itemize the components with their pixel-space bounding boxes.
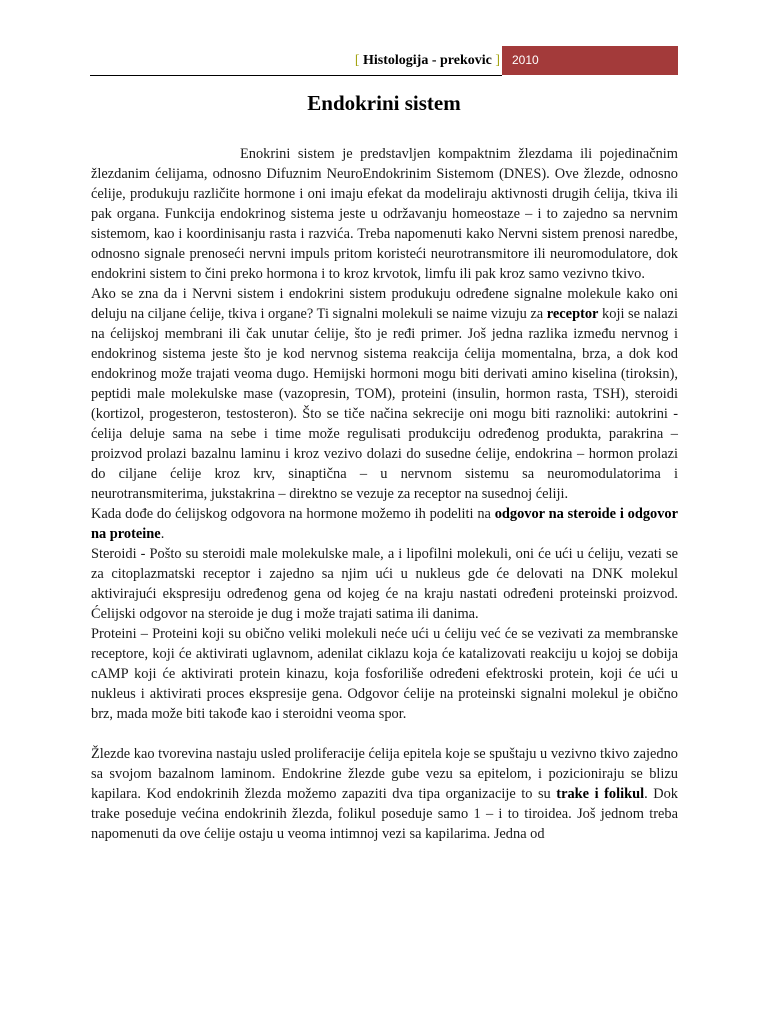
paragraph-receptor-text-b: koji se nalazi na ćelijskoj membrani ili čak unutar ćelije, što je ređi primer. Još jedna razlika između nervnog i endokrinog sistema jeste što je kod nervnog sistema reakcija ćelija momentalna, brza, a dok kod endokrinog može trajati veoma dugo. Hemijski hormoni mogu biti derivati amino kiselina (tiroksin), peptidi male molekulske mase (vazopresin, TOM), proteini (insulin, hormon rasta, TSH), steroidi (kortizol, progesteron, testosteron). Što se tiče načina sekrecije oni mogu biti raznoliki: autokrini - ćelija deluje sama na sebe i time može regulisati produkciju određenog produkta, parakrina – proizvod prolazi bazalnu laminu i kroz vezivo dolazi do susedne ćelije, endokrina – hormon prolazi do ciljane ćelije kroz krv, sinaptična – u nervnom sistemu sa neuromodulatorima i neurotransmiterima, jukstakrina – direktno se vezuje za receptor na susednoj ćeliji. <box>91 306 678 502</box>
document-title: Endokrini sistem <box>307 91 461 115</box>
bracket-open: [ <box>354 53 360 68</box>
header-title-text: Histologija - prekovic <box>362 53 492 68</box>
receptor-term: receptor <box>546 306 599 322</box>
paragraph-steroids: Steroidi - Pošto su steroidi male molekulske male, a i lipofilni molekuli, oni će ući u ćeliju, vezati se za citoplazmatski receptor i zajedno sa njim ući u nukleus gde će delovati na DNK molekul aktivirajući ekspresiju određenog gena od kojeg će na kraju nastati određeni proteinski proizvod. Ćelijski odgovor na steroide je dug i može trajati satima ili danima. <box>91 546 678 622</box>
paragraph-glands <box>91 744 678 844</box>
paragraph-glands-text-a: Žlezde kao tvorevina nastaju usled proliferacije ćelija epitela koje se spuštaju u vezivno tkivo zajedno sa svojom bazalnom laminom. Endokrine žlezde gube vezu sa epitelom, i pozicioniraju se blizu kapilara. Kod endokrinih žlezda možemo zapaziti dva tipa organizacije to su <box>91 746 678 802</box>
page-header <box>90 46 678 75</box>
paragraph-glands-text-b: . Dok trake poseduje većina endokrinih žlezda, folikul poseduje samo 1 – i to tiroidea. Još jednom treba napomenuti da ove ćelije ostaju u veoma intimnoj vezi sa kapilarima. Jedna od <box>91 786 678 842</box>
paragraph-response <box>91 504 678 544</box>
document-body <box>91 144 678 844</box>
paragraph-proteins: Proteini – Proteini koji su obično veliki molekuli neće ući u ćeliju već će se vezivati za membranske receptore, koji će aktivirati uglavnom, adenilat ciklazu koja će katalizovati reakciju u kojoj se dobija cAMP koji će aktivirati protein kinazu, koja fosforiliše određeni efektroski protein, koji će ući u nukleus i aktivirati proces ekspresije gena. Odgovor ćelije na proteinski signalni molekul je obično brz, mada može biti takođe kao i steroidni veoma spor. <box>91 626 678 722</box>
glands-term: trake i folikul <box>556 786 645 802</box>
paragraph-response-text-b: . <box>160 526 165 542</box>
year-badge: 2010 <box>502 46 678 75</box>
response-types-term: odgovor na steroide i odgovor na proteine <box>91 506 679 542</box>
header-title <box>355 53 500 69</box>
paragraph-receptor <box>91 284 678 504</box>
paragraph-response-text-a: Kada dođe do ćelijskog odgovora na hormone možemo ih podeliti na <box>91 506 495 522</box>
bracket-close: ] <box>495 53 500 68</box>
header-rule <box>90 75 502 76</box>
paragraph-intro: Enokrini sistem je predstavljen kompaktnim žlezdama ili pojedinačnim žlezdanim ćelijama, odnosno Difuznim NeuroEndokrinim Sistemom (DNES). Ove žlezde, odnosno ćelije, produkuju različite hormone i oni imaju efekat da modeliraju aktivnosti drugih ćelija, tkiva ili pak organa. Funkcija endokrinog sistema jeste u održavanju homeostaze – i to zajedno sa nervnim sistemom, kao i koordinisanju rasta i razvića. Treba napomenuti kako Nervni sistem prenosi naredbe, odnosno signale prenoseći nervni impuls pritom koristeći neurotransmitore ili neuromodulatore, dok endokrini sistem to čini preko hormona i to kroz krvotok, limfu ili pak kroz samo vezivno tkivo. <box>91 146 678 282</box>
paragraph-receptor-text-a: Ako se zna da i Nervni sistem i endokrini sistem produkuju određene signalne molekule kako oni deluju na ciljane ćelije, tkiva i organe? Ti signalni molekuli se naime vizuju za <box>91 286 678 322</box>
